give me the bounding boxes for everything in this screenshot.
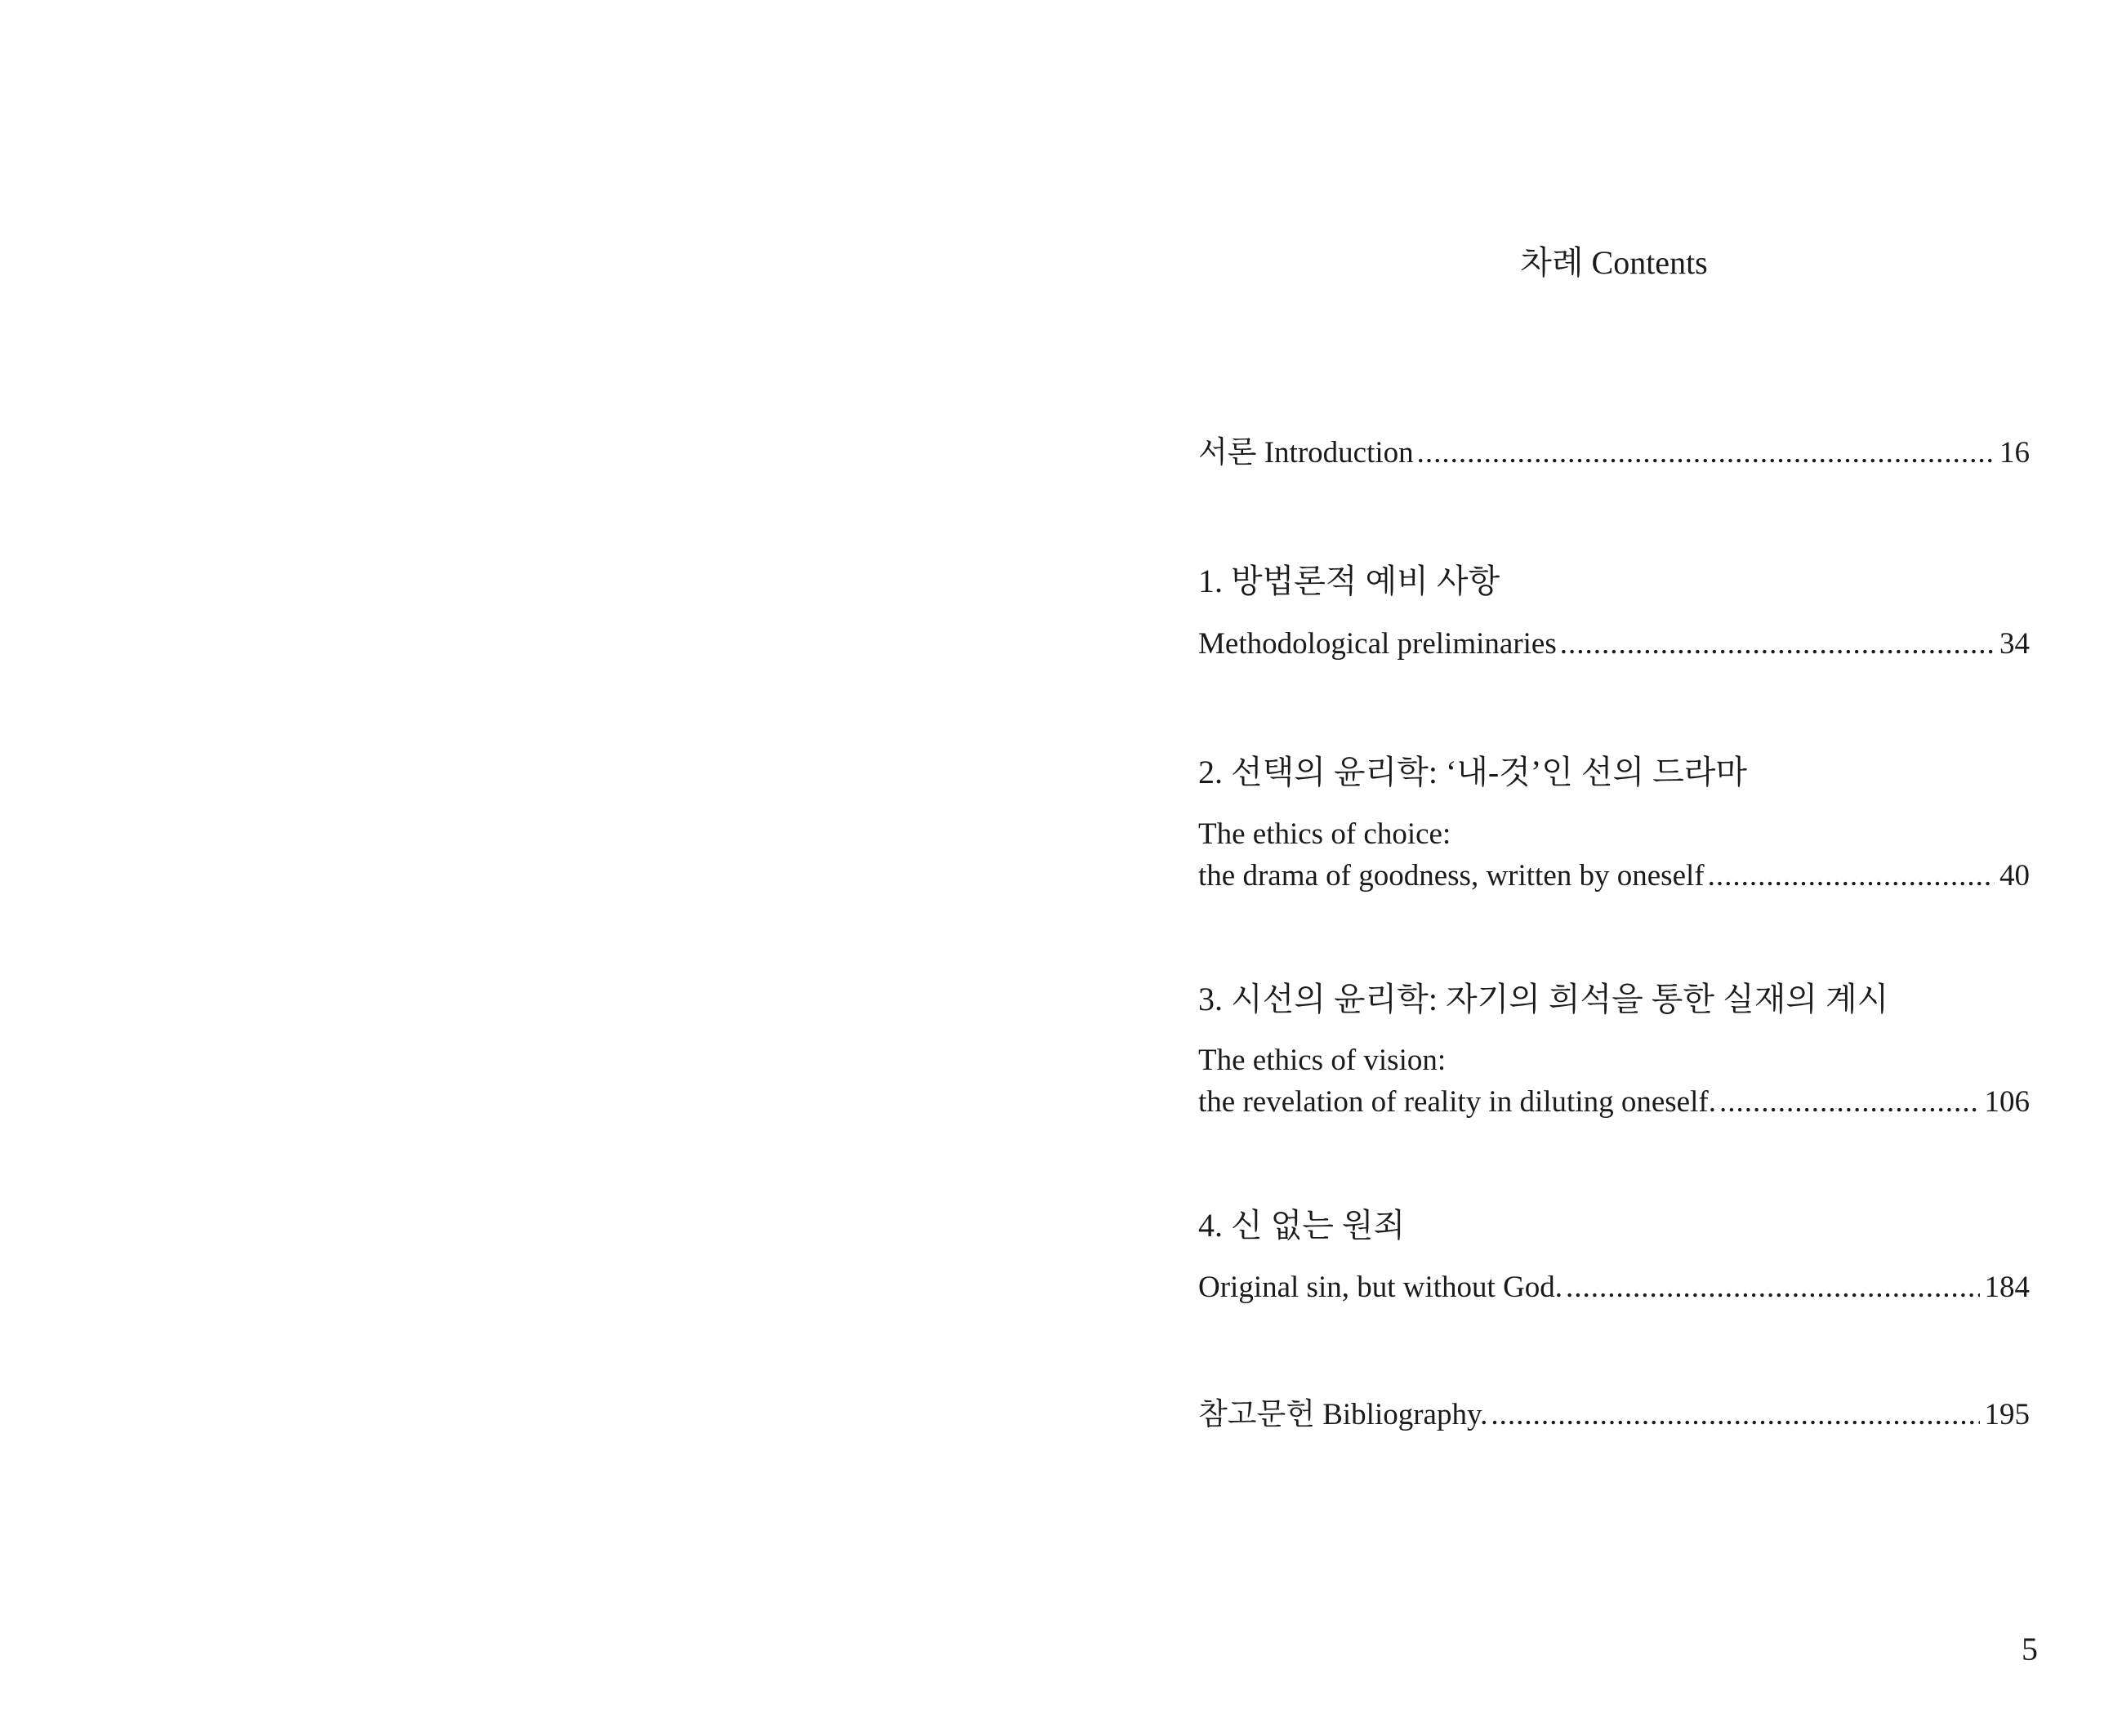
toc-leader-dots (1417, 431, 1995, 475)
toc-entry-4-korean-title: 4. 신 없는 원죄 (1198, 1207, 1406, 1244)
toc-leader-dots (1491, 1393, 1979, 1437)
toc-entry-1-korean-title: 1. 방법론적 예비 사항 (1198, 563, 1500, 599)
toc-entry-page: 106 (1984, 1085, 2030, 1119)
toc-entry-label: the drama of goodness, written by oneself (1198, 859, 1705, 892)
toc-entry-2-korean-title: 2. 선택의 윤리학: ‘내-것’인 선의 드라마 (1198, 754, 1748, 790)
toc-title (1198, 238, 2030, 287)
toc-entry-label: 서론 Introduction (1198, 436, 1414, 470)
toc-leader-dots (1566, 1266, 1979, 1310)
toc-leader-dots (1708, 854, 1995, 898)
toc-entry-label: Methodological preliminaries (1198, 627, 1557, 661)
toc-entry-label: Original sin, but without God. (1198, 1271, 1563, 1304)
toc-entry-page: 16 (1999, 436, 2030, 470)
toc-entry-bibliography[interactable] (1198, 1393, 2030, 1437)
toc-entry-4[interactable] (1198, 1266, 2030, 1310)
toc-page (1198, 0, 2030, 1736)
toc-entry-2-subtitle: The ethics of choice: (1198, 817, 1451, 851)
toc-entry-introduction[interactable] (1198, 431, 2030, 475)
toc-leader-dots (1719, 1080, 1980, 1124)
toc-entry-page: 40 (1999, 859, 2030, 892)
toc-entry-page: 195 (1984, 1398, 2030, 1431)
toc-entry-page: 34 (1999, 627, 2030, 661)
toc-entry-3-korean-title: 3. 시선의 윤리학: 자기의 희석을 통한 실재의 계시 (1198, 981, 1889, 1017)
page-number: 5 (2022, 1631, 2038, 1667)
toc-entry-1[interactable] (1198, 622, 2030, 666)
toc-entry-label: the revelation of reality in diluting oneself. (1198, 1085, 1716, 1119)
toc-entry-3-subtitle: The ethics of vision: (1198, 1044, 1447, 1077)
toc-title-english: Contents (1591, 244, 1708, 281)
toc-entry-2[interactable] (1198, 854, 2030, 898)
toc-entry-label: 참고문헌 Bibliography. (1198, 1398, 1488, 1431)
toc-title-korean: 차례 (1520, 244, 1584, 281)
toc-leader-dots (1560, 622, 1995, 666)
toc-entry-3[interactable] (1198, 1080, 2030, 1124)
toc-entry-page: 184 (1984, 1271, 2030, 1304)
